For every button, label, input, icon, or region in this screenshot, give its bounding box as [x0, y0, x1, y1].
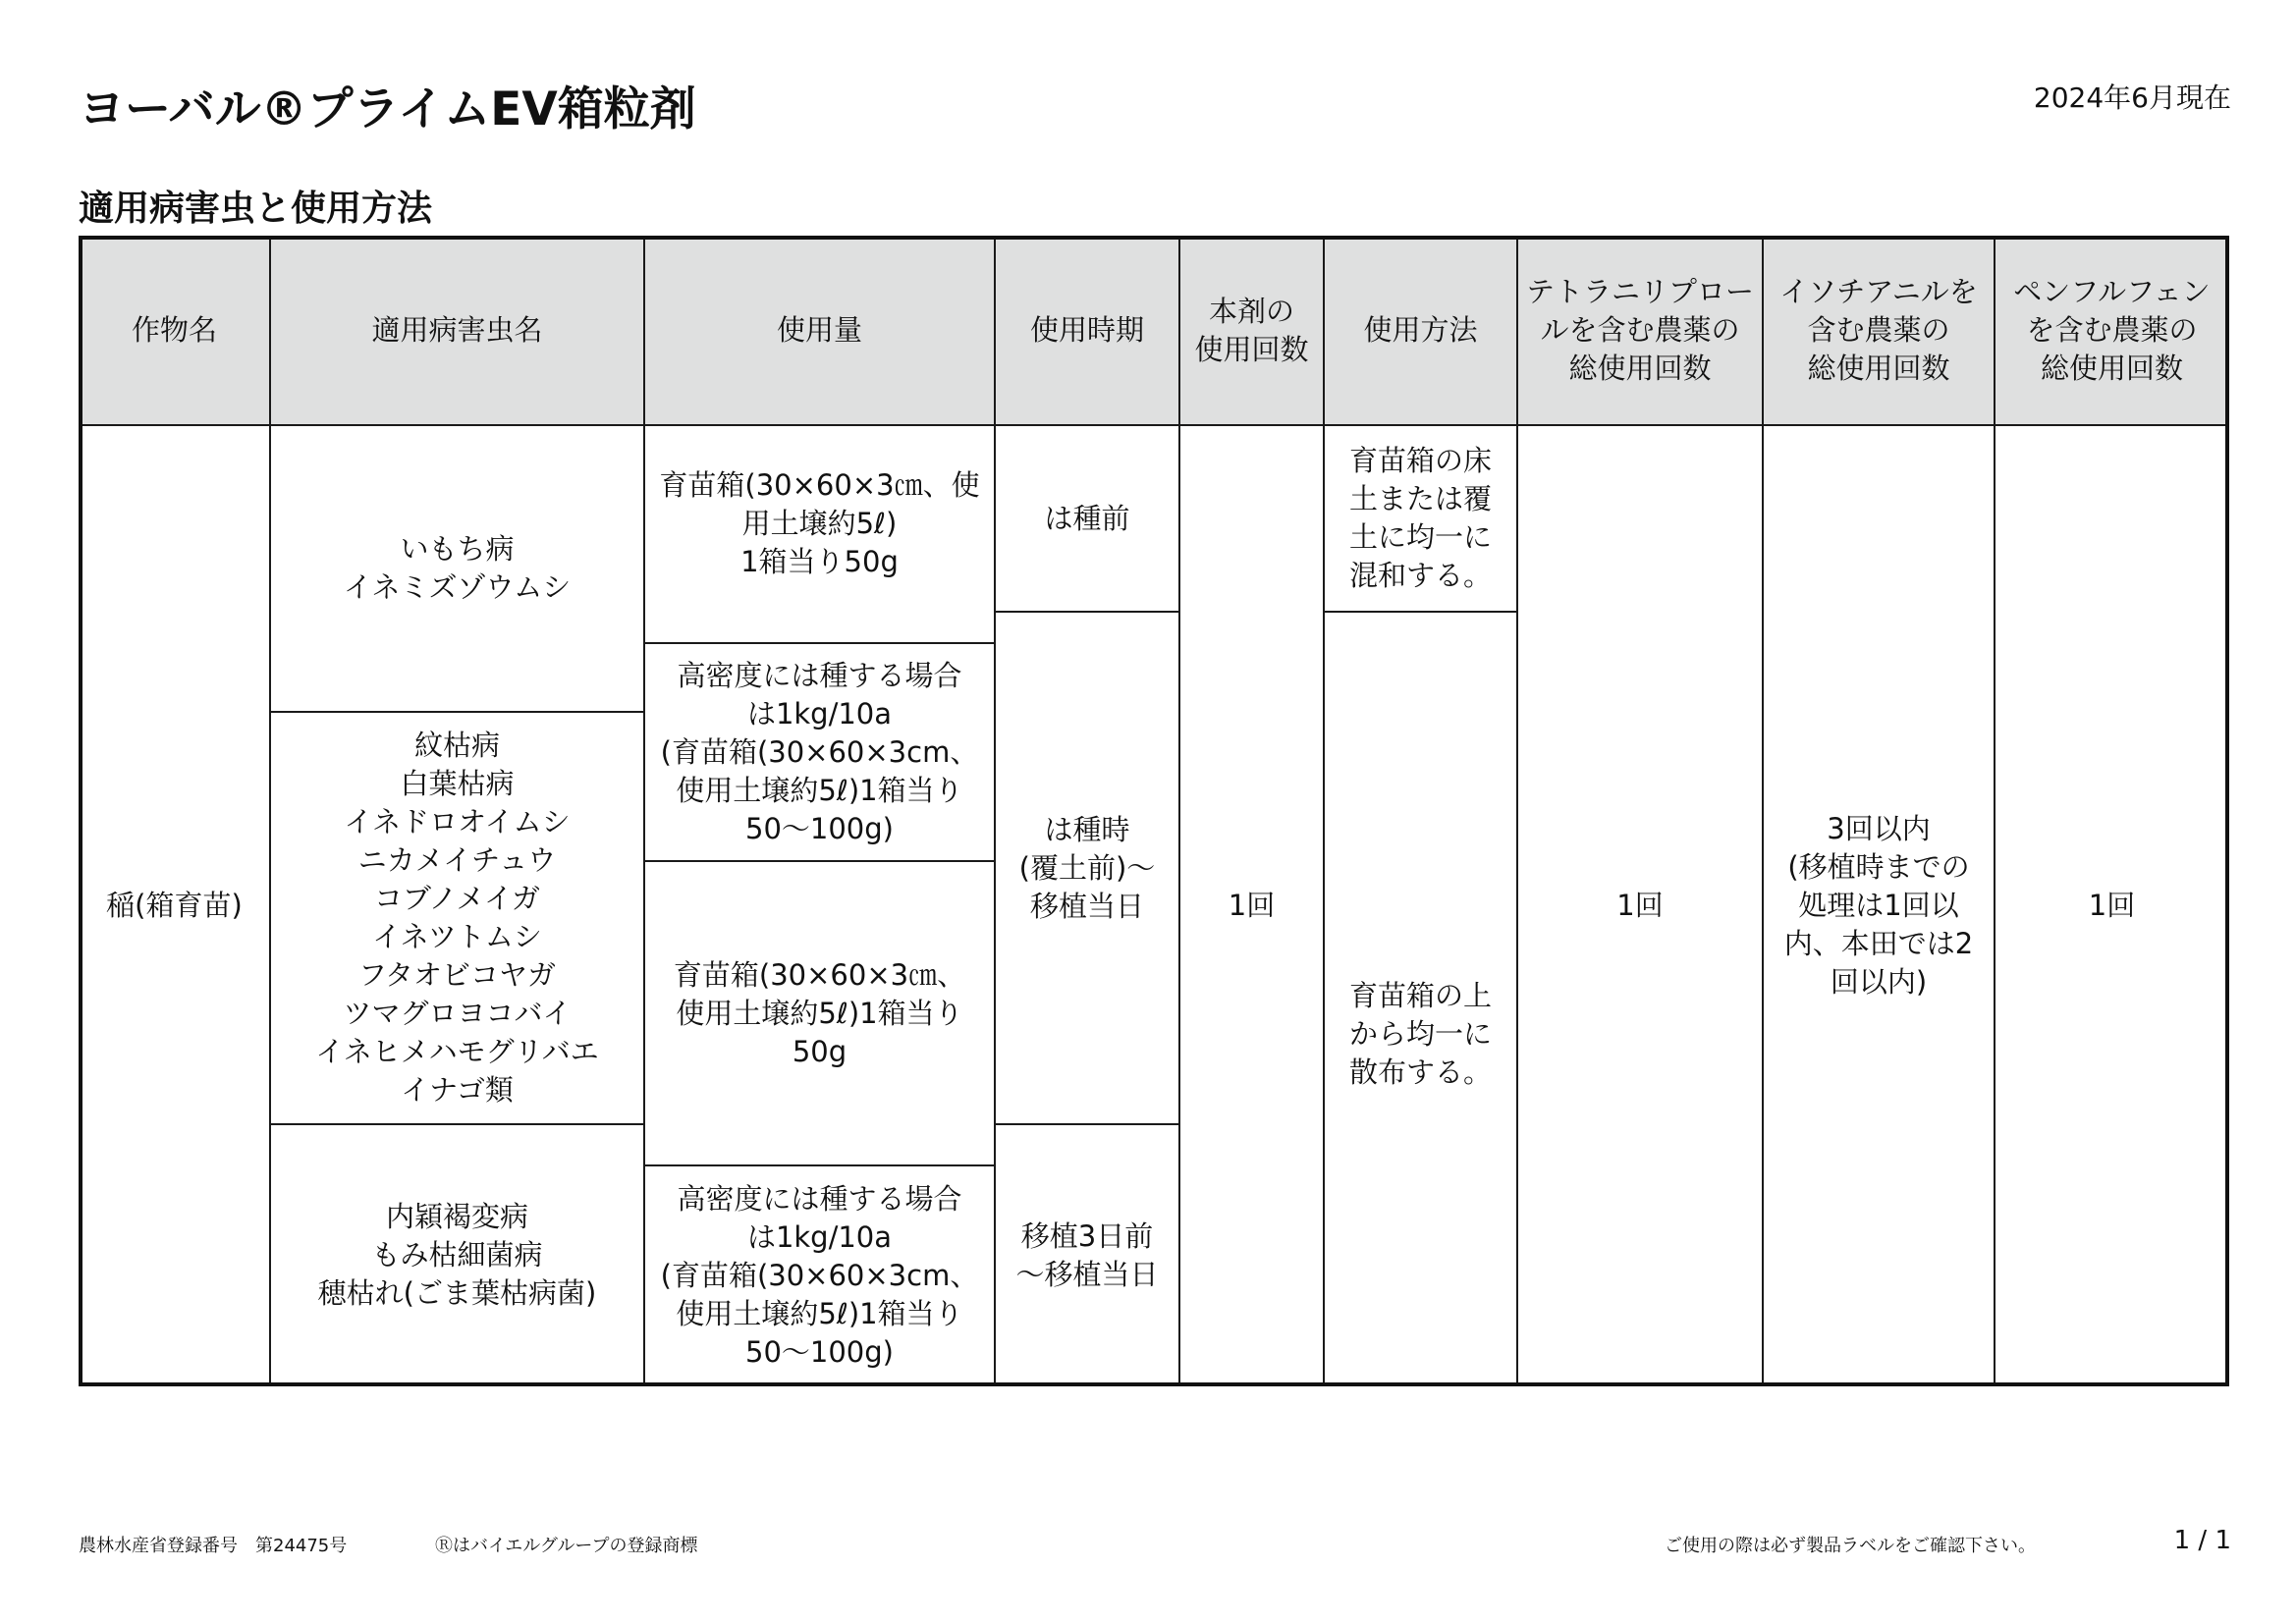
pest-cell-1: いもち病 イネミズゾウムシ: [343, 532, 572, 604]
row-divider: [644, 1164, 995, 1166]
header-count: 本剤の 使用回数: [1179, 236, 1324, 425]
method-cell-1: 育苗箱の床 土または覆 土に均一に 混和する。: [1348, 444, 1492, 592]
header-amount: 使用量: [644, 236, 995, 425]
column-divider: [1994, 236, 1995, 1386]
column-divider: [1323, 236, 1325, 1386]
trademark-note: Ⓡはバイエルグループの登録商標: [435, 1536, 698, 1556]
usage-table: [79, 236, 2229, 1386]
row-divider: [644, 860, 995, 862]
timing-cell-2: は種時 (覆土前)〜 移植当日: [1018, 812, 1156, 923]
section-title: 適用病害虫と使用方法: [79, 189, 433, 229]
column-divider: [994, 236, 996, 1386]
row-divider: [1324, 611, 1517, 613]
date-label: 2024年6月現在: [2033, 81, 2231, 114]
crop-cell: 稲(箱育苗): [106, 889, 243, 922]
pest-cell-2: 紋枯病 白葉枯病 イネドロオイムシ ニカメイチュウ コブノメイガ イネツトムシ フタオビコヤガ ツマグロヨコバイ イネヒメハモグリバエ イナゴ類: [315, 729, 599, 1107]
row-divider: [270, 711, 644, 713]
method-cell-2: 育苗箱の上 から均一に 散布する。: [1348, 979, 1492, 1089]
pest-cell-3: 内穎褐変病 もみ枯細菌病 穂枯れ(ごま葉枯病菌): [317, 1200, 597, 1310]
column-divider: [1762, 236, 1764, 1386]
column-divider: [269, 236, 271, 1386]
page-number: 1 / 1: [2173, 1526, 2231, 1555]
header-timing: 使用時期: [995, 236, 1179, 425]
column-divider: [1516, 236, 1518, 1386]
timing-cell-1: は種前: [1044, 501, 1130, 535]
column-divider: [643, 236, 645, 1386]
count-cell: 1回: [1228, 889, 1276, 922]
header-isotianil: イソチアニルを 含む農薬の 総使用回数: [1763, 236, 1995, 425]
header-penflufen: ペンフルフェン を含む農薬の 総使用回数: [1995, 236, 2229, 425]
page-title: ヨーバル®プライムEV箱粒剤: [79, 82, 696, 136]
label-notice: ご使用の際は必ず製品ラベルをご確認下さい。: [1665, 1536, 2036, 1556]
amount-cell-3: 育苗箱(30×60×3㎝、 使用土壌約5ℓ)1箱当り 50g: [673, 957, 966, 1068]
header-divider: [79, 424, 2229, 426]
row-divider: [995, 611, 1179, 613]
amount-cell-4: 高密度には種する場合 は1kg/10a (育苗箱(30×60×3cm、 使用土壌約5ℓ)1箱当り 50〜100g): [660, 1182, 979, 1369]
row-divider: [644, 642, 995, 644]
isotianil-cell: 3回以内 (移植時までの 処理は1回以 内、本田では2 回以内): [1783, 812, 1974, 999]
row-divider: [995, 1123, 1179, 1125]
amount-cell-2: 高密度には種する場合 は1kg/10a (育苗箱(30×60×3cm、 使用土壌約5ℓ)1箱当り 50〜100g): [660, 658, 979, 845]
row-divider: [270, 1123, 644, 1125]
header-tetraniliprole: テトラニリプロー ルを含む農薬の 総使用回数: [1517, 236, 1763, 425]
registration-number: 農林水産省登録番号 第24475号: [79, 1536, 348, 1556]
tetraniliprole-cell: 1回: [1616, 889, 1664, 922]
header-pest: 適用病害虫名: [270, 236, 644, 425]
penflufen-cell: 1回: [2088, 889, 2136, 922]
column-divider: [1178, 236, 1180, 1386]
timing-cell-3: 移植3日前 〜移植当日: [1015, 1218, 1159, 1291]
header-crop: 作物名: [79, 236, 270, 425]
header-method: 使用方法: [1324, 236, 1517, 425]
amount-cell-1: 育苗箱(30×60×3㎝、使 用土壌約5ℓ) 1箱当り50g: [659, 468, 980, 578]
